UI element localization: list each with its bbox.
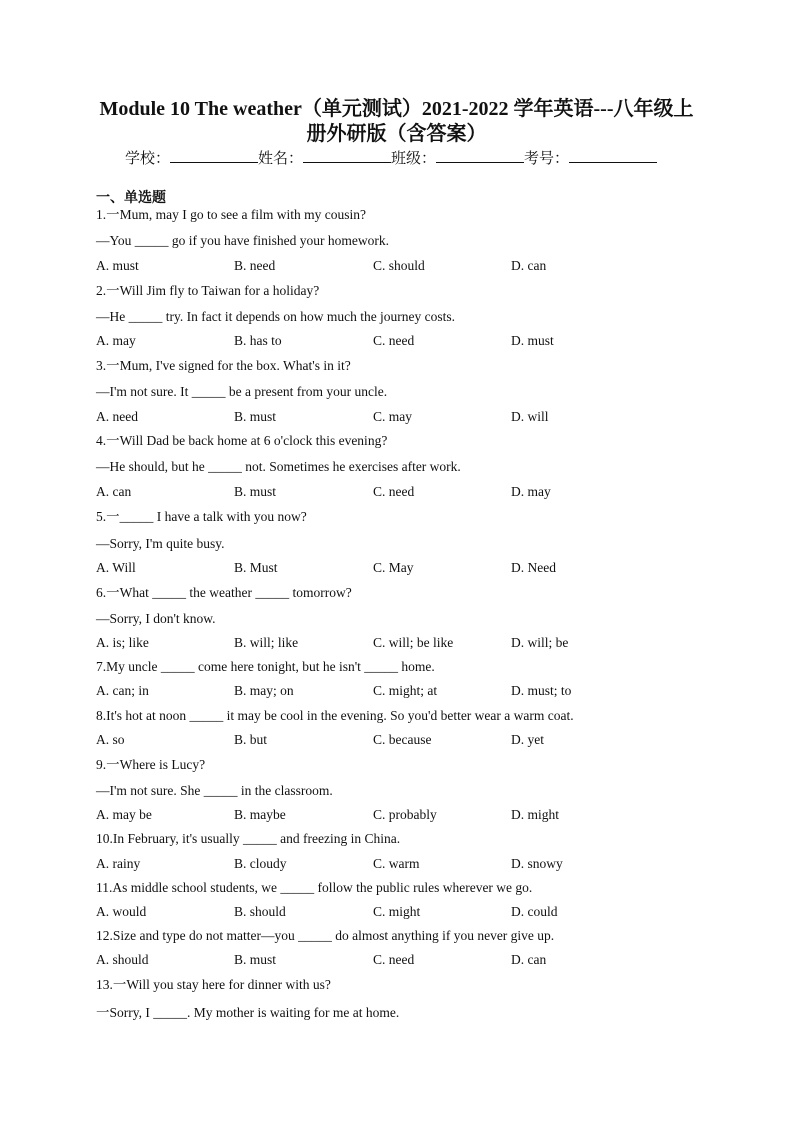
option-c[interactable]: C. May [373, 560, 414, 575]
question-9-line-2: —I'm not sure. She _____ in the classroom. [96, 783, 333, 798]
school-label: 学校： [125, 151, 171, 167]
name-label: 姓名： [258, 151, 304, 167]
name-blank[interactable] [303, 148, 391, 163]
question-13-line-2: 一Sorry, I _____. My mother is waiting for me at home. [96, 1005, 400, 1020]
question-6-options [96, 634, 716, 652]
option-b[interactable]: B. must [234, 409, 277, 424]
option-d[interactable]: D. will; be [511, 635, 569, 650]
option-a[interactable]: A. would [96, 904, 147, 919]
option-b[interactable]: B. will; like [234, 635, 299, 650]
option-c[interactable]: C. should [373, 258, 425, 273]
option-a[interactable]: A. may be [96, 807, 152, 822]
question-11-options [96, 903, 716, 921]
option-a[interactable]: A. is; like [96, 635, 149, 650]
student-info-row [125, 148, 657, 169]
option-c[interactable]: C. will; be like [373, 635, 454, 650]
option-d[interactable]: D. can [511, 258, 547, 273]
question-3-options [96, 408, 716, 426]
option-b[interactable]: B. need [234, 258, 276, 273]
option-d[interactable]: D. must [511, 333, 554, 348]
option-b[interactable]: B. must [234, 952, 277, 967]
question-9-options [96, 806, 716, 824]
option-a[interactable]: A. Will [96, 560, 136, 575]
option-d[interactable]: D. can [511, 952, 547, 967]
option-c[interactable]: C. need [373, 333, 415, 348]
exam-no-label: 考号： [524, 151, 570, 167]
option-d[interactable]: D. may [511, 484, 551, 499]
option-a[interactable]: A. may [96, 333, 136, 348]
class-label: 班级： [391, 151, 437, 167]
option-c[interactable]: C. need [373, 952, 415, 967]
option-b[interactable]: B. Must [234, 560, 278, 575]
question-4-line-2: —He should, but he _____ not. Sometimes he exercises after work. [96, 459, 461, 474]
question-3-line-2: —I'm not sure. It _____ be a present from your uncle. [96, 384, 388, 399]
option-a[interactable]: A. can; in [96, 683, 149, 698]
option-d[interactable]: D. yet [511, 732, 544, 747]
option-b[interactable]: B. maybe [234, 807, 286, 822]
question-4-options [96, 483, 716, 501]
option-c[interactable]: C. may [373, 409, 412, 424]
option-a[interactable]: A. need [96, 409, 138, 424]
question-12-options [96, 951, 716, 969]
option-a[interactable]: A. can [96, 484, 132, 499]
question-9-line-1: 9.一Where is Lucy? [96, 757, 206, 772]
option-c[interactable]: C. probably [373, 807, 437, 822]
question-7-options [96, 682, 716, 700]
question-2-line-2: —He _____ try. In fact it depends on how much the journey costs. [96, 309, 456, 324]
question-6-line-2: —Sorry, I don't know. [96, 611, 216, 626]
section-heading: 一、单选题 [96, 191, 166, 206]
option-a[interactable]: A. should [96, 952, 149, 967]
question-2-line-1: 2.一Will Jim fly to Taiwan for a holiday? [96, 283, 320, 298]
option-b[interactable]: B. may; on [234, 683, 294, 698]
option-a[interactable]: A. rainy [96, 856, 141, 871]
option-c[interactable]: C. need [373, 484, 415, 499]
page-title-continued: 册外研版（含答案） [306, 123, 487, 145]
option-c[interactable]: C. because [373, 732, 432, 747]
option-a[interactable]: A. must [96, 258, 139, 273]
option-a[interactable]: A. so [96, 732, 125, 747]
question-12-line-1: 12.Size and type do not matter—you _____ do almost anything if you never give up. [96, 928, 555, 943]
question-11-line-1: 11.As middle school students, we _____ follow the public rules wherever we go. [96, 880, 533, 895]
question-7-line-1: 7.My uncle _____ come here tonight, but he isn't _____ home. [96, 659, 435, 674]
question-4-line-1: 4.一Will Dad be back home at 6 o'clock this evening? [96, 433, 388, 448]
option-d[interactable]: D. will [511, 409, 549, 424]
question-2-options [96, 332, 716, 350]
option-d[interactable]: D. must; to [511, 683, 572, 698]
option-c[interactable]: C. might [373, 904, 421, 919]
question-5-options [96, 559, 716, 577]
question-8-options [96, 731, 716, 749]
school-blank[interactable] [170, 148, 258, 163]
option-c[interactable]: C. warm [373, 856, 420, 871]
option-b[interactable]: B. cloudy [234, 856, 287, 871]
question-8-line-1: 8.It's hot at noon _____ it may be cool in the evening. So you'd better wear a warm coat. [96, 708, 574, 723]
class-blank[interactable] [436, 148, 524, 163]
option-b[interactable]: B. should [234, 904, 286, 919]
question-1-options [96, 257, 716, 275]
option-d[interactable]: D. could [511, 904, 558, 919]
page-title: Module 10 The weather（单元测试）2021-2022 学年英语---八年级上 [99, 98, 694, 120]
question-6-line-1: 6.一What _____ the weather _____ tomorrow? [96, 585, 352, 600]
question-13-line-1: 13.一Will you stay here for dinner with us? [96, 977, 331, 992]
question-5-line-2: —Sorry, I'm quite busy. [96, 536, 225, 551]
option-b[interactable]: B. but [234, 732, 268, 747]
question-5-line-1: 5.一_____ I have a talk with you now? [96, 509, 307, 524]
option-d[interactable]: D. snowy [511, 856, 563, 871]
question-1-line-1: 1.一Mum, may I go to see a film with my cousin? [96, 207, 366, 222]
exam-no-blank[interactable] [569, 148, 657, 163]
question-1-line-2: —You _____ go if you have finished your homework. [96, 233, 389, 248]
option-d[interactable]: D. Need [511, 560, 556, 575]
question-3-line-1: 3.一Mum, I've signed for the box. What's in it? [96, 358, 351, 373]
question-10-line-1: 10.In February, it's usually _____ and freezing in China. [96, 831, 401, 846]
option-b[interactable]: B. has to [234, 333, 282, 348]
option-d[interactable]: D. might [511, 807, 560, 822]
option-b[interactable]: B. must [234, 484, 277, 499]
option-c[interactable]: C. might; at [373, 683, 438, 698]
question-10-options [96, 855, 716, 873]
